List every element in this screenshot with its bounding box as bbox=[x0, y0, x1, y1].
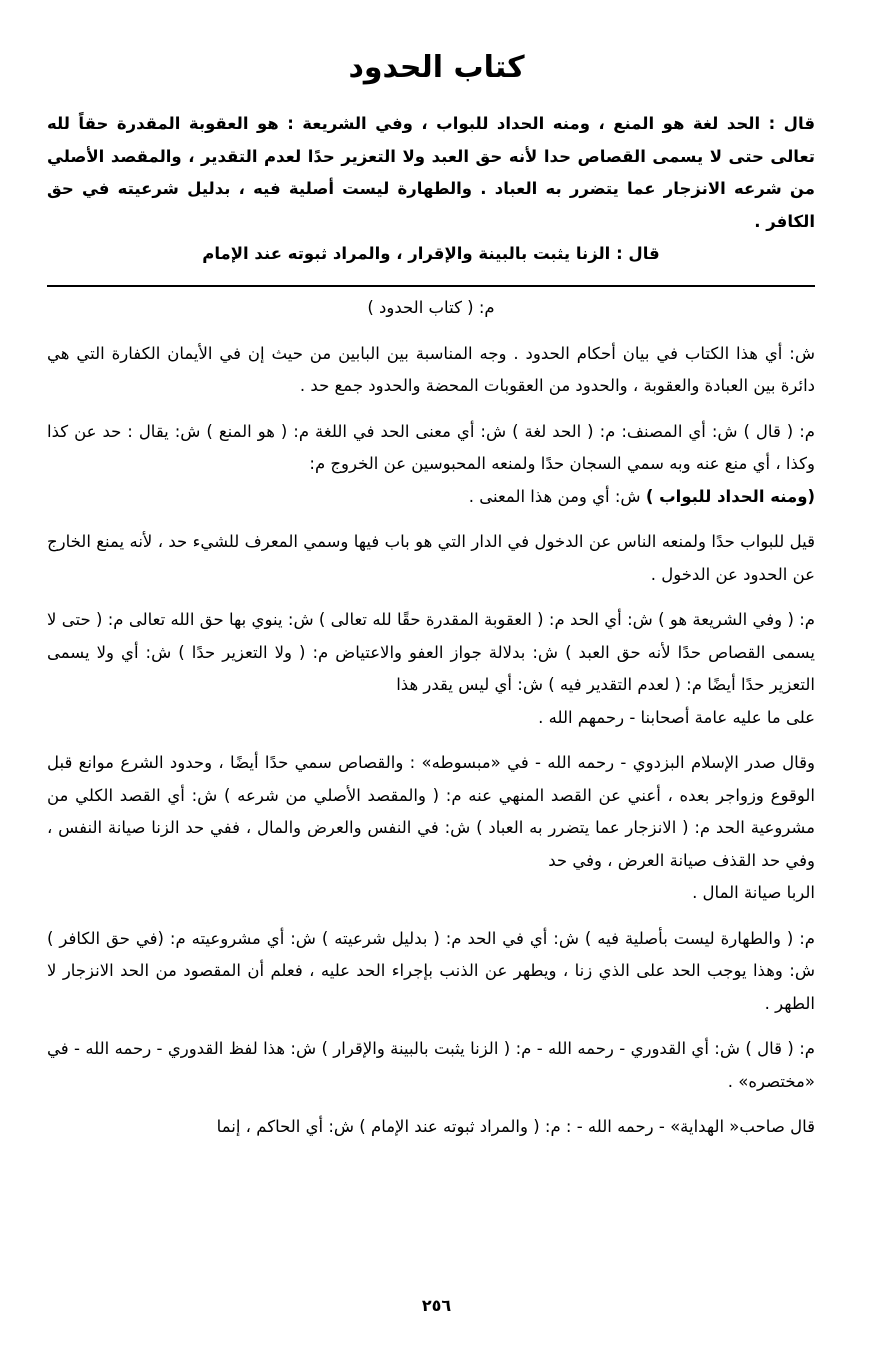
commentary-paragraph bbox=[47, 747, 815, 910]
commentary bbox=[47, 292, 815, 1157]
commentary-text: م: ( قال ) ش: أي المصنف: م: ( الحد لغة ) ش: أي معنى الحد في اللغة م: ( هو المنع ) ش: يقال : حد عن كذا وكذا ، أي منع عنه وبه سمي السجان حدًا ولمنعه المحبوسين عن الخروج م: bbox=[47, 421, 815, 473]
commentary-paragraph bbox=[47, 604, 815, 734]
commentary-text: الربا صيانة المال . bbox=[692, 883, 815, 902]
commentary-text: م: ( وفي الشريعة هو ) ش: أي الحد م: ( العقوبة المقدرة حقًا لله تعالى ) ش: ينوي بها حق الله تعالى م: ( حتى لا يسمى القصاص حدًا لأنه حق العبد ) ش: بدلالة جواز العفو والاعتياض م: ( ولا التعزير حدًا ) ش: أي ولا يسمى التعزير حدًا أيضًا م: ( لعدم التقدير فيه ) ش: أي ليس يقدر هذا bbox=[47, 610, 815, 694]
commentary-text: على ما عليه عامة أصحابنا - رحمهم الله . bbox=[538, 707, 815, 727]
section-divider bbox=[47, 285, 815, 287]
chapter-title: كتاب الحدود bbox=[348, 50, 525, 85]
commentary-paragraph: م: ( قال ) ش: أي القدوري - رحمه الله - م: ( الزنا يثبت بالبينة والإقرار ) ش: هذا لفظ القدوري - رحمه الله - في «مختصره» . bbox=[47, 1039, 815, 1091]
main-text-paragraph: قال : الحد لغة هو المنع ، ومنه الحداد للبواب ، وفي الشريعة : هو العقوبة المقدرة حقاً لله تعالى حتى لا يسمى القصاص حدا لأنه حق العبد ولا التعزير حدًا لعدم التقدير ، والمقصد الأصلي من شرعه الانزجار عما يتضرر به العباد . والطهارة ليست أصلية فيه ، بدليل شرعيته في حق الكافر . bbox=[47, 114, 815, 231]
commentary-paragraph: ش: أي هذا الكتاب في بيان أحكام الحدود . وجه المناسبة بين البابين من حيث إن في الأيمان الكفارة التي هي دائرة بين العبادة والعقوبة ، والحدود من العقوبات المحضة والحدود جمع حد . bbox=[47, 343, 815, 395]
commentary-text: وقال صدر الإسلام البزدوي - رحمه الله - في «مبسوطه» : والقصاص سمي حدًا أيضًا ، وحدود الشرع موانع قبل الوقوع وزواجر بعده ، أعني عن القصد المنهي عنه م: ( والمقصد الأصلي من شرعه ) ش: أي القصد الكلي من مشروعية الحد م: ( الانزجار عما يتضرر به العباد ) ش: في النفس والعرض والمال ، ففي حد الزنا صيانة النفس ، وفي حد القذف صيانة العرض ، وفي حد bbox=[47, 753, 815, 870]
commentary-paragraph bbox=[47, 416, 815, 514]
commentary-paragraph: قيل للبواب حدًا ولمنعه الناس عن الدخول في الدار التي هو باب فيها وسمي المعرف للشيء حد ، لأنه يمنع الخارج عن الحدود عن الدخول . bbox=[47, 532, 815, 584]
commentary-heading: م: ( كتاب الحدود ) bbox=[367, 298, 495, 317]
commentary-paragraph: م: ( والطهارة ليست بأصلية فيه ) ش: أي في الحد م: ( بدليل شرعيته ) ش: أي مشروعيته م: (في حق الكافر ) ش: وهذا يوجب الحد على الذي زنا ، ويطهر عن الذنب بإجراء الحد عليه ، فعلم أن المقصود من الحد الانزجار لا الطهر . bbox=[47, 928, 815, 1013]
page-number: ٢٥٦ bbox=[421, 1296, 452, 1315]
commentary-text: ش: أي ومن هذا المعنى . bbox=[468, 486, 646, 506]
commentary-paragraph: قال صاحب« الهداية» - رحمه الله - : م: ( والمراد ثبوته عند الإمام ) ش: أي الحاكم ، إنما bbox=[216, 1117, 815, 1136]
commentary-quote: (ومنه الحداد للبواب ) bbox=[645, 486, 815, 506]
main-text-last-line: قال : الزنا يثبت بالبينة والإقرار ، والمراد ثبوته عند الإمام bbox=[202, 244, 660, 263]
main-text bbox=[47, 108, 815, 271]
